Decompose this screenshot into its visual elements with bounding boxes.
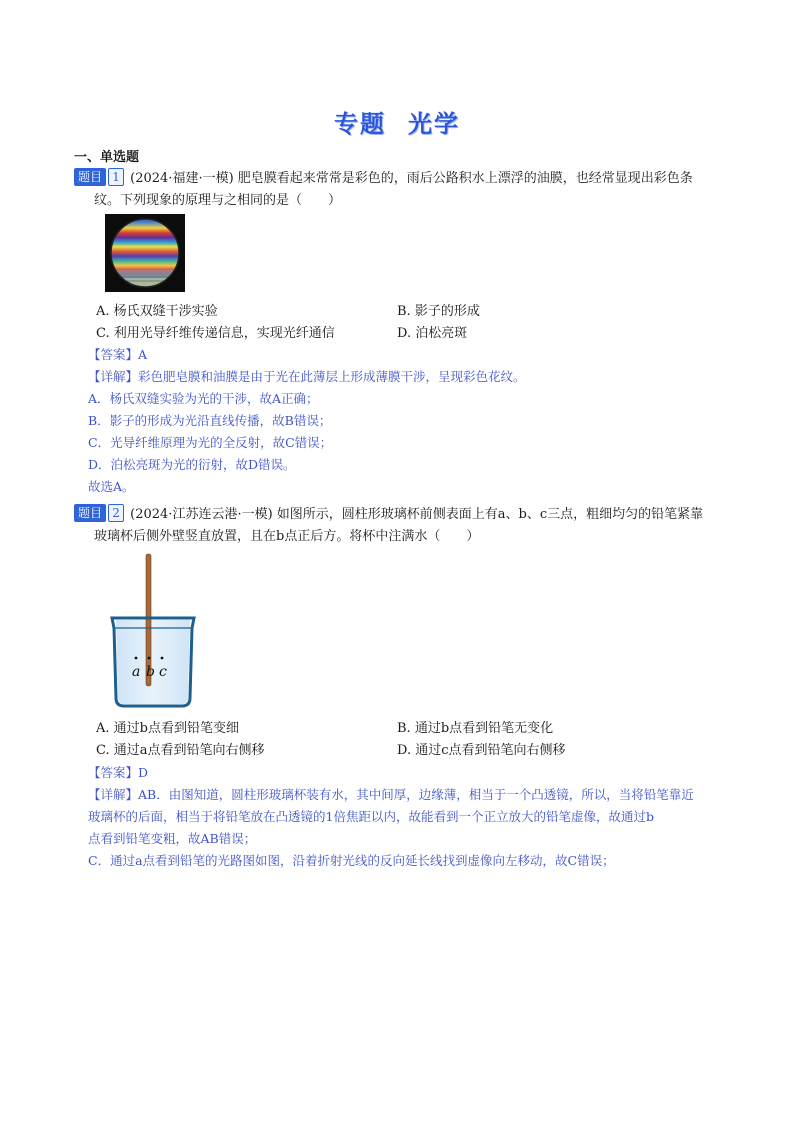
label-a: a (132, 664, 141, 680)
question-2-line-2: 玻璃杯后侧外壁竖直放置，且在b点正后方。将杯中注满水（ ） (94, 529, 480, 544)
q1-option-a[interactable]: A. 杨氏双缝干涉实验 (96, 304, 218, 319)
beaker-pencil-figure (108, 552, 198, 708)
water (116, 620, 190, 704)
q1-detail-line: C．光导纤维原理为光的全反射，故C错误； (88, 435, 333, 450)
q1-detail-line: B．影子的形成为光沿直线传播，故B错误； (88, 413, 332, 428)
title-part-2: 光学 (408, 110, 460, 138)
q1-detail-line: 故选A。 (88, 479, 135, 494)
question-2 (74, 504, 724, 548)
q1-detail-line: 【详解】彩色肥皂膜和油膜是由于光在此薄层上形成薄膜干涉，呈现彩色花纹。 (88, 369, 526, 384)
q1-option-d[interactable]: D. 泊松亮斑 (397, 326, 468, 341)
q2-detail (88, 784, 728, 872)
point-b-dot (148, 657, 151, 660)
q1-detail-line: A．杨氏双缝实验为光的干涉，故A正确； (88, 391, 319, 406)
question-1-line-1: (2024·福建·一模) 肥皂膜看起来常常是彩色的，雨后公路积水上漂浮的油膜，也经常显现出彩色条 (130, 171, 693, 186)
q2-option-c[interactable]: C. 通过a点看到铅笔向右侧移 (96, 743, 265, 758)
q2-option-a[interactable]: A. 通过b点看到铅笔变细 (96, 721, 239, 736)
label-b: b (146, 664, 155, 680)
point-a-dot (135, 657, 138, 660)
question-tag: 题目 (74, 504, 106, 522)
soap-film-image (105, 214, 185, 292)
section-heading: 一、单选题 (74, 150, 140, 165)
q1-answer: 【答案】A (88, 347, 148, 362)
q1-detail (88, 366, 728, 498)
question-number: 1 (108, 168, 124, 186)
q2-detail-line: 玻璃杯的后面，相当于将铅笔放在凸透镜的1倍焦距以内，故能看到一个正立放大的铅笔虚像，故通过b (88, 809, 654, 824)
q2-option-b[interactable]: B. 通过b点看到铅笔无变化 (397, 721, 554, 736)
q1-option-c[interactable]: C. 利用光导纤维传递信息，实现光纤通信 (96, 326, 335, 341)
q2-option-d[interactable]: D. 通过c点看到铅笔向右侧移 (397, 743, 566, 758)
point-c-dot (161, 657, 164, 660)
q2-detail-line: 【详解】AB．由图知道，圆柱形玻璃杯装有水，其中间厚，边缘薄，相当于一个凸透镜，所以，当将铅笔靠近 (88, 787, 694, 802)
q2-detail-line: C．通过a点看到铅笔的光路图如图，沿着折射光线的反向延长线找到虚像向左移动，故C错误； (88, 853, 615, 868)
page-title (0, 104, 794, 139)
question-2-line-1: (2024·江苏连云港·一模) 如图所示，圆柱形玻璃杯前侧表面上有a、b、c三点，粗细均匀的铅笔紧靠 (130, 507, 704, 522)
label-c: c (159, 664, 167, 680)
question-number: 2 (108, 504, 124, 522)
q2-detail-line: 点看到铅笔变粗，故AB错误； (88, 831, 257, 846)
q2-answer: 【答案】D (88, 765, 149, 780)
q1-option-b[interactable]: B. 影子的形成 (397, 304, 480, 319)
title-part-1: 专题 (334, 110, 386, 138)
question-1-line-2: 纹。下列现象的原理与之相同的是（ ） (94, 193, 342, 208)
question-1 (74, 168, 724, 212)
question-tag: 题目 (74, 168, 106, 186)
q1-detail-line: D．泊松亮斑为光的衍射，故D错误。 (88, 457, 296, 472)
